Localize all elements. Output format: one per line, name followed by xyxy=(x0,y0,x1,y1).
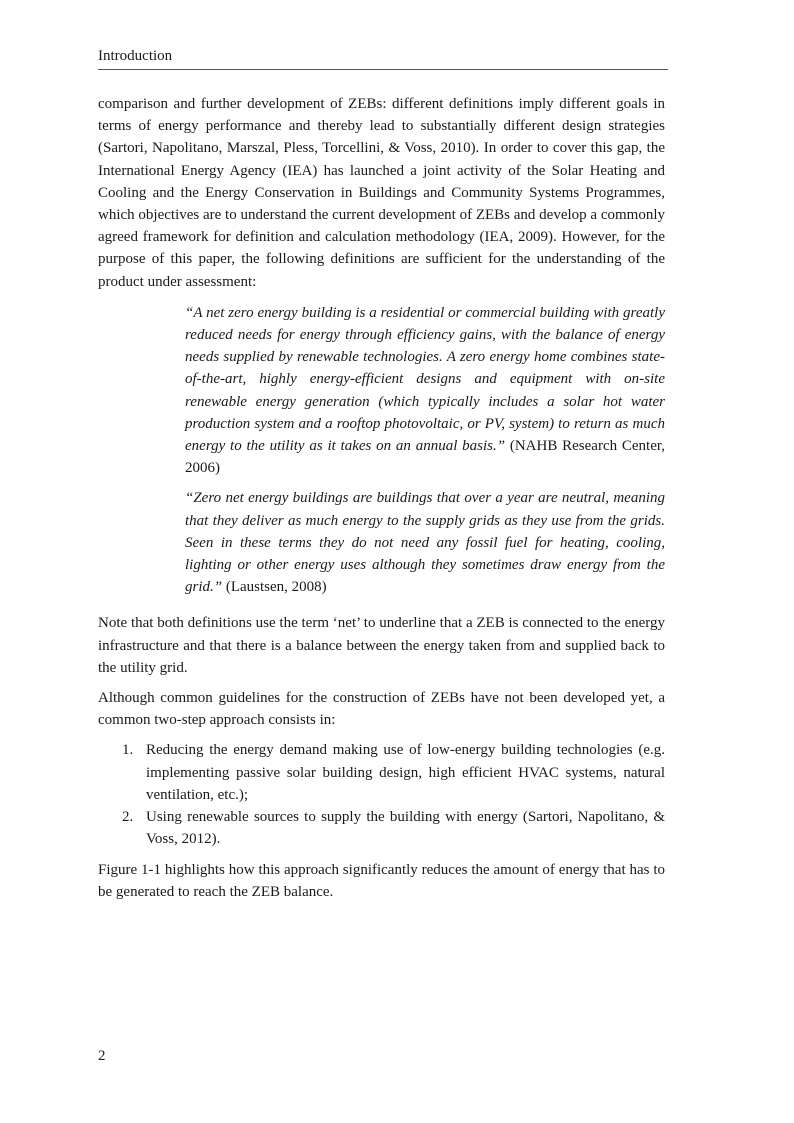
quote-laustsen-source: (Laustsen, 2008) xyxy=(225,579,327,596)
running-header: Introduction xyxy=(98,48,173,64)
quote-laustsen xyxy=(185,487,665,598)
two-step-list xyxy=(98,739,665,850)
list-item-number: 2. xyxy=(122,809,134,826)
paragraph-definitions-intro: comparison and further development of ZEBs: different definitions imply different goals in terms of energy performance and thereby lead to substantially different design strategies (Sartori, Napolitano, Marszal, Pless, Torcellini, & Voss, 2010). In order to cover this gap, the International Energy Agency (IEA) has launched a joint activity of the Solar Heating and Cooling and the Energy Conservation in Buildings and Community Systems Programmes, which objectives are to understand the current development of ZEBs and develop a commonly agreed framework for definition and calculation methodology (IEA, 2009). However, for the purpose of this paper, the following definitions are sufficient for the understanding of the product under assessment: xyxy=(98,96,665,290)
block-quote xyxy=(185,302,665,599)
page-number: 2 xyxy=(98,1048,106,1064)
quote-laustsen-text: “Zero net energy buildings are buildings that over a year are neutral, meaning that they deliver as much energy to the supply grids as they use from the grids. Seen in these terms they do not need any fossil fuel for heating, cooling, lighting or other energy uses although they sometimes draw energy from the grid.” xyxy=(185,490,665,596)
header-rule xyxy=(98,69,668,70)
page-body xyxy=(98,93,665,911)
quote-nahb-text: “A net zero energy building is a residential or commercial building with greatly reduced needs for energy through efficiency gains, with the balance of energy needs supplied by renewable technologies. A zero energy home combines state-of-the-art, highly energy-efficient designs and equipment with on-site renewable energy generation (which typically includes a solar hot water production system and a rooftop photovoltaic, or PV, system) to return as much energy to the utility as it takes on an annual basis.” xyxy=(185,304,665,455)
paragraph-figure-reference: Figure 1-1 highlights how this approach significantly reduces the amount of energy that has to be generated to reach the ZEB balance. xyxy=(98,861,665,900)
list-item-text: Reducing the energy demand making use of low-energy building technologies (e.g. implementing passive solar building design, high efficient HVAC systems, natural ventilation, etc.); xyxy=(146,742,665,803)
list-item xyxy=(98,806,665,850)
list-item-number: 1. xyxy=(122,742,134,759)
paragraph-approach-intro: Although common guidelines for the construction of ZEBs have not been developed yet, a common two-step approach consists in: xyxy=(98,690,665,729)
paragraph-net-note: Note that both definitions use the term ‘net’ to underline that a ZEB is connected to the energy infrastructure and that there is a balance between the energy taken from and supplied back to the utility grid. xyxy=(98,615,665,676)
list-item xyxy=(98,739,665,806)
list-item-text: Using renewable sources to supply the building with energy (Sartori, Napolitano, & Voss, 2012). xyxy=(146,809,665,848)
quote-nahb xyxy=(185,302,665,480)
quote-nahb-source: (NAHB Research Center, 2006) xyxy=(185,438,666,477)
